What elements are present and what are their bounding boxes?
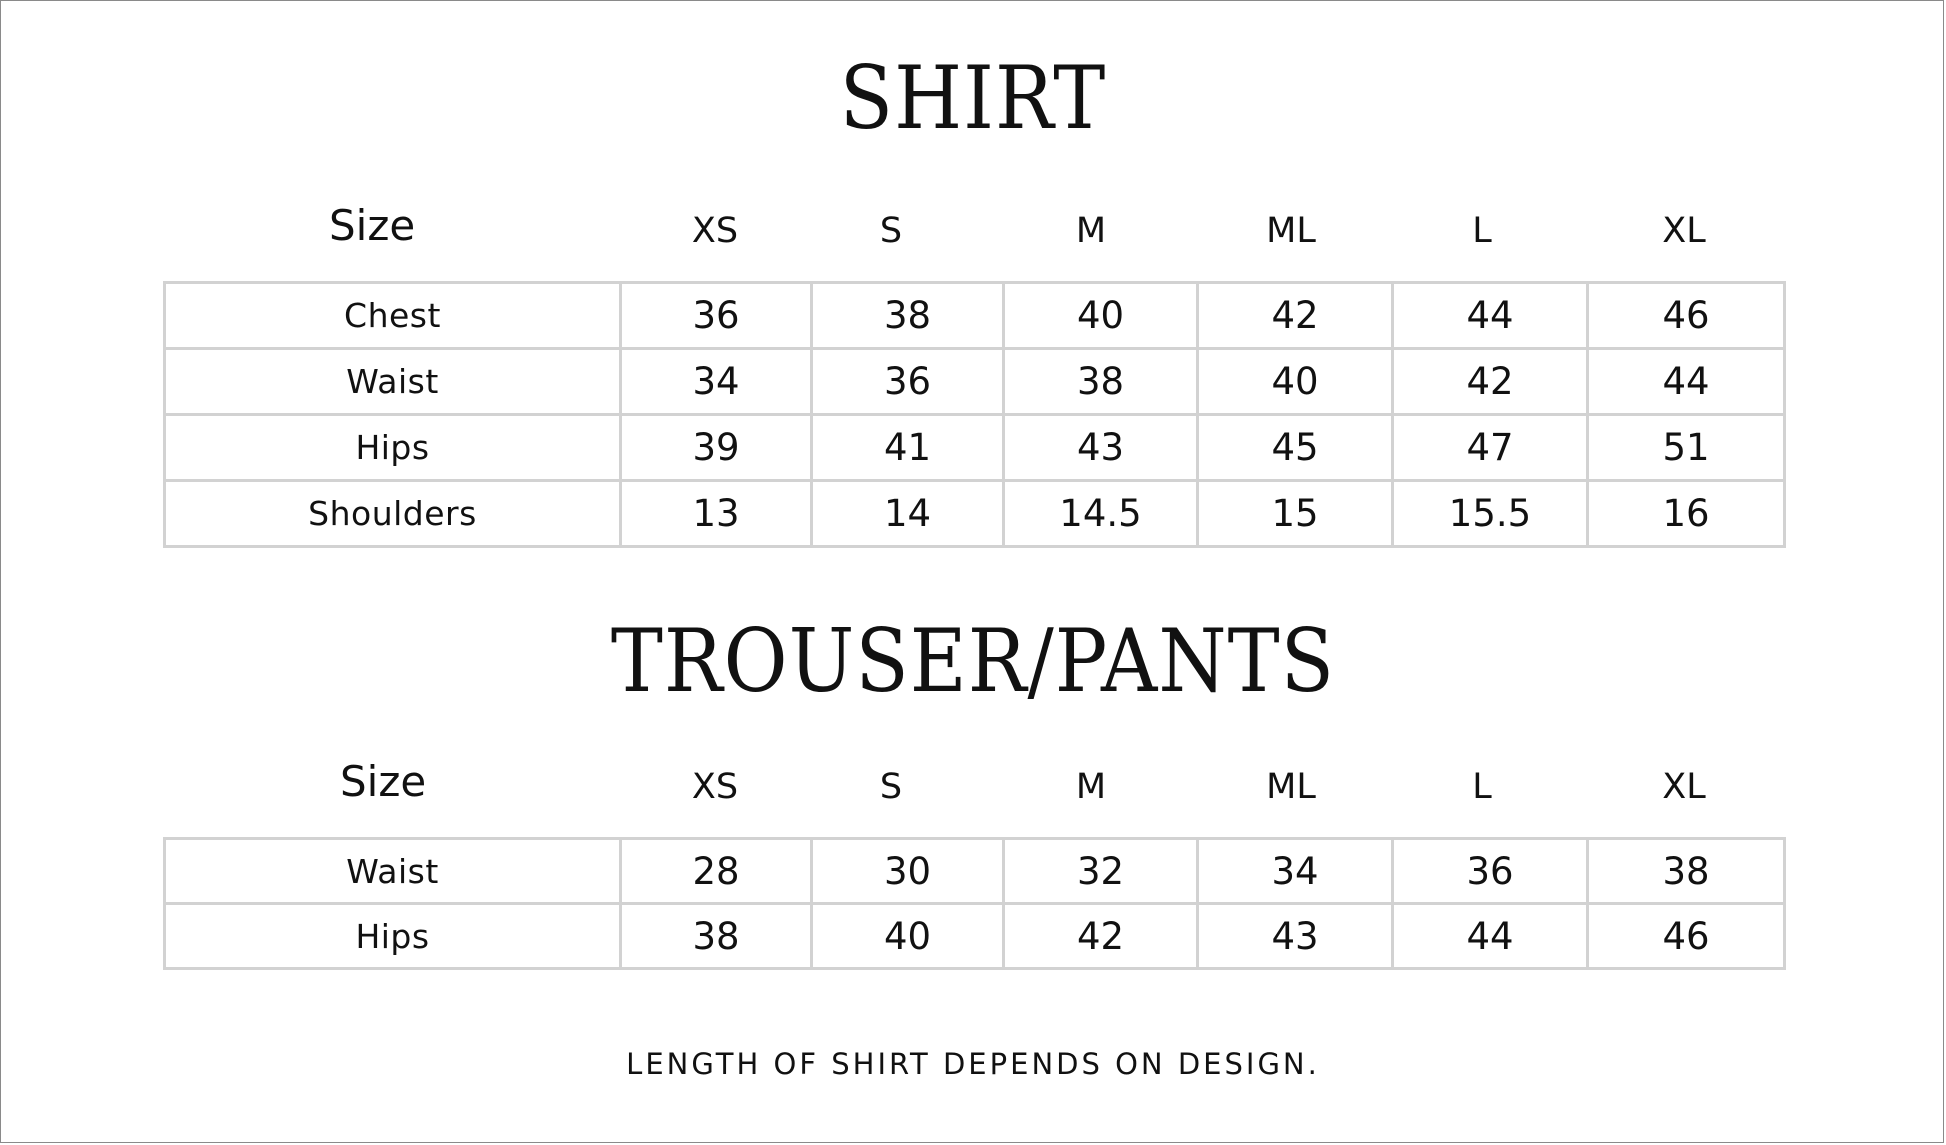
row-label-waist: Waist: [165, 839, 621, 904]
table-cell: 43: [1004, 415, 1198, 481]
trouser-size-label: Size: [340, 757, 427, 806]
table-cell: 40: [1004, 283, 1198, 349]
row-label-hips: Hips: [165, 415, 621, 481]
table-cell: 47: [1393, 415, 1588, 481]
footer-note: LENGTH OF SHIRT DEPENDS ON DESIGN.: [626, 1047, 1320, 1081]
table-cell: 44: [1393, 904, 1588, 969]
row-label-shoulders: Shoulders: [165, 481, 621, 547]
table-cell: 42: [1004, 904, 1198, 969]
table-cell: 38: [1004, 349, 1198, 415]
shirt-size-xs: XS: [691, 211, 739, 251]
trouser-size-m: M: [1075, 767, 1107, 807]
trouser-size-ml: ML: [1266, 767, 1316, 807]
shirt-size-ml: ML: [1266, 211, 1316, 251]
row-label-chest: Chest: [165, 283, 621, 349]
shirt-title: SHIRT: [839, 48, 1107, 150]
table-cell: 15: [1198, 481, 1393, 547]
shirt-size-m: M: [1075, 211, 1107, 251]
table-cell: 34: [1198, 839, 1393, 904]
table-cell: 30: [812, 839, 1004, 904]
table-cell: 14.5: [1004, 481, 1198, 547]
trouser-size-xl: XL: [1662, 767, 1706, 807]
table-cell: 43: [1198, 904, 1393, 969]
table-cell: 14: [812, 481, 1004, 547]
table-cell: 51: [1588, 415, 1785, 481]
table-cell: 28: [621, 839, 812, 904]
table-cell: 46: [1588, 904, 1785, 969]
table-cell: 32: [1004, 839, 1198, 904]
table-cell: 36: [812, 349, 1004, 415]
table-cell: 36: [621, 283, 812, 349]
trouser-title: TROUSER/PANTS: [610, 611, 1336, 713]
trouser-size-table: [163, 837, 1786, 970]
row-label-hips: Hips: [165, 904, 621, 969]
table-cell: 40: [1198, 349, 1393, 415]
table-row: [165, 839, 1785, 904]
table-cell: 41: [812, 415, 1004, 481]
table-row: [165, 904, 1785, 969]
table-cell: 38: [621, 904, 812, 969]
shirt-size-s: S: [879, 211, 903, 251]
table-cell: 15.5: [1393, 481, 1588, 547]
row-label-waist: Waist: [165, 349, 621, 415]
table-cell: 16: [1588, 481, 1785, 547]
table-cell: 44: [1588, 349, 1785, 415]
table-cell: 39: [621, 415, 812, 481]
table-row: [165, 349, 1785, 415]
table-cell: 40: [812, 904, 1004, 969]
table-row: [165, 415, 1785, 481]
table-row: [165, 481, 1785, 547]
trouser-size-s: S: [879, 767, 903, 807]
table-cell: 34: [621, 349, 812, 415]
trouser-size-xs: XS: [691, 767, 739, 807]
trouser-size-l: L: [1472, 767, 1492, 807]
table-cell: 38: [812, 283, 1004, 349]
table-cell: 36: [1393, 839, 1588, 904]
shirt-size-table: [163, 281, 1786, 548]
table-cell: 44: [1393, 283, 1588, 349]
table-cell: 42: [1393, 349, 1588, 415]
shirt-size-label: Size: [329, 201, 416, 250]
table-row: [165, 283, 1785, 349]
table-cell: 13: [621, 481, 812, 547]
shirt-size-xl: XL: [1662, 211, 1706, 251]
table-cell: 42: [1198, 283, 1393, 349]
shirt-size-l: L: [1472, 211, 1492, 251]
table-cell: 46: [1588, 283, 1785, 349]
table-cell: 45: [1198, 415, 1393, 481]
table-cell: 38: [1588, 839, 1785, 904]
